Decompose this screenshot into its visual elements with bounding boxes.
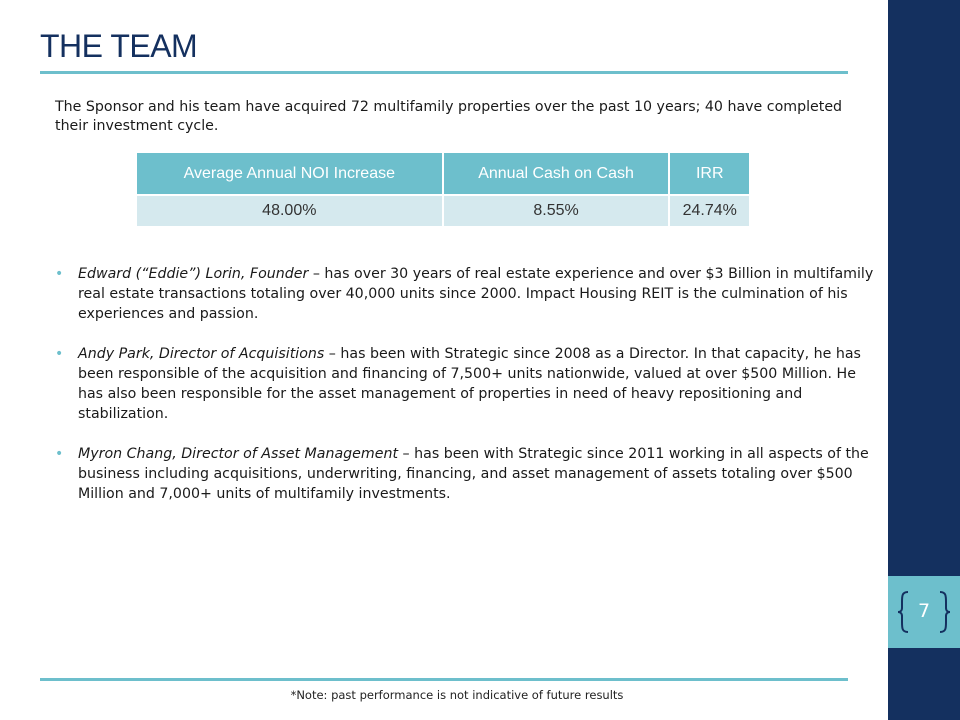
table-row xyxy=(137,195,749,226)
list-item xyxy=(52,444,874,504)
intro-paragraph: The Sponsor and his team have acquired 72 multifamily properties over the past 10 years; 40 have completed their investment cycle. xyxy=(55,99,843,134)
bullet-icon: • xyxy=(55,266,64,282)
page-number: 7 xyxy=(917,600,931,622)
team-member-name: Myron Chang, Director of Asset Management xyxy=(78,446,399,462)
table-cell: 24.74% xyxy=(669,195,749,226)
footer-divider xyxy=(40,678,848,681)
list-item xyxy=(52,264,874,324)
page-title: THE TEAM xyxy=(40,28,198,64)
table-header-row xyxy=(137,153,749,195)
table-cell: 48.00% xyxy=(137,195,443,226)
team-bio-list xyxy=(52,264,874,524)
team-member-description: – has been with Strategic since 2008 as a Director. In that capacity, he has been responsible of the acquisition and financing of 7,500+ units nationwide, valued at over $500 Million. He has also been responsible for the asset management of properties in need of heavy repositioning and stabilization. xyxy=(78,346,861,422)
performance-table xyxy=(137,153,749,226)
table-cell: 8.55% xyxy=(443,195,670,226)
table-header: Average Annual NOI Increase xyxy=(137,153,443,195)
page-number-box xyxy=(888,576,960,648)
bullet-icon: • xyxy=(55,446,64,462)
team-member-name: Edward (“Eddie”) Lorin, Founder xyxy=(78,266,309,282)
team-member-name: Andy Park, Director of Acquisitions xyxy=(78,346,325,362)
footnote: *Note: past performance is not indicative of future results xyxy=(290,688,624,702)
list-item xyxy=(52,344,874,424)
bullet-icon: • xyxy=(55,346,64,362)
title-divider xyxy=(40,71,848,74)
team-member-description: – has been with Strategic since 2011 working in all aspects of the business including acquisitions, underwriting, financing, and asset management of assets totaling over $500 Million and 7,000+ units of multifamily investments. xyxy=(78,446,869,502)
table-header: Annual Cash on Cash xyxy=(443,153,670,195)
table-header: IRR xyxy=(669,153,749,195)
team-member-description: – has over 30 years of real estate experience and over $3 Billion in multifamily real estate transactions totaling over 40,000 units since 2000. Impact Housing REIT is the culmination of his experiences and passion. xyxy=(78,266,874,322)
